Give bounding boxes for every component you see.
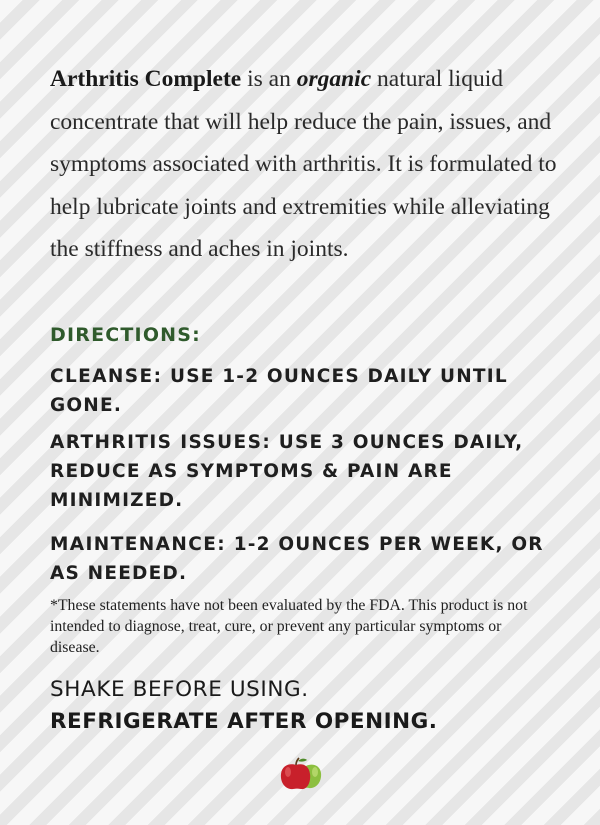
maintenance-label: MAINTENANCE:: [50, 534, 227, 555]
organic-emphasis: organic: [296, 66, 372, 92]
cleanse-text: USE 1-2 OUNCES DAILY UNTIL GONE.: [50, 366, 508, 416]
intro-text-1: is an: [241, 66, 297, 92]
arthritis-text: USE 3 OUNCES DAILY, REDUCE AS SYMPTOMS & PAIN ARE MINIMIZED.: [50, 432, 524, 511]
cleanse-label: CLEANSE:: [50, 366, 163, 387]
refrigerate-instruction: REFRIGERATE AFTER OPENING.: [50, 709, 438, 734]
red-apple-icon: [281, 764, 310, 789]
product-description: [50, 58, 570, 271]
fda-disclaimer: *These statements have not been evaluated by the FDA. This product is not intended to diagnose, treat, cure, or prevent any particular symptoms or disease.: [50, 597, 528, 656]
directions-heading: DIRECTIONS:: [50, 324, 201, 346]
direction-cleanse: [50, 362, 560, 420]
arthritis-label: ARTHRITIS ISSUES:: [50, 432, 272, 453]
direction-maintenance: [50, 530, 560, 588]
shake-instruction: SHAKE BEFORE USING.: [50, 677, 309, 702]
direction-arthritis-issues: [50, 428, 560, 515]
apple-pair-icon: [276, 757, 326, 791]
product-name: Arthritis Complete: [50, 66, 242, 92]
intro-text-2: natural liquid concentrate that will help reduce the pain, issues, and symptoms associated with arthritis. It is formulated to help lubricate joints and extremities while alleviating the stiffness and aches in joints.: [50, 66, 557, 262]
maintenance-text: 1-2 OUNCES PER WEEK, OR AS NEEDED.: [50, 534, 544, 584]
